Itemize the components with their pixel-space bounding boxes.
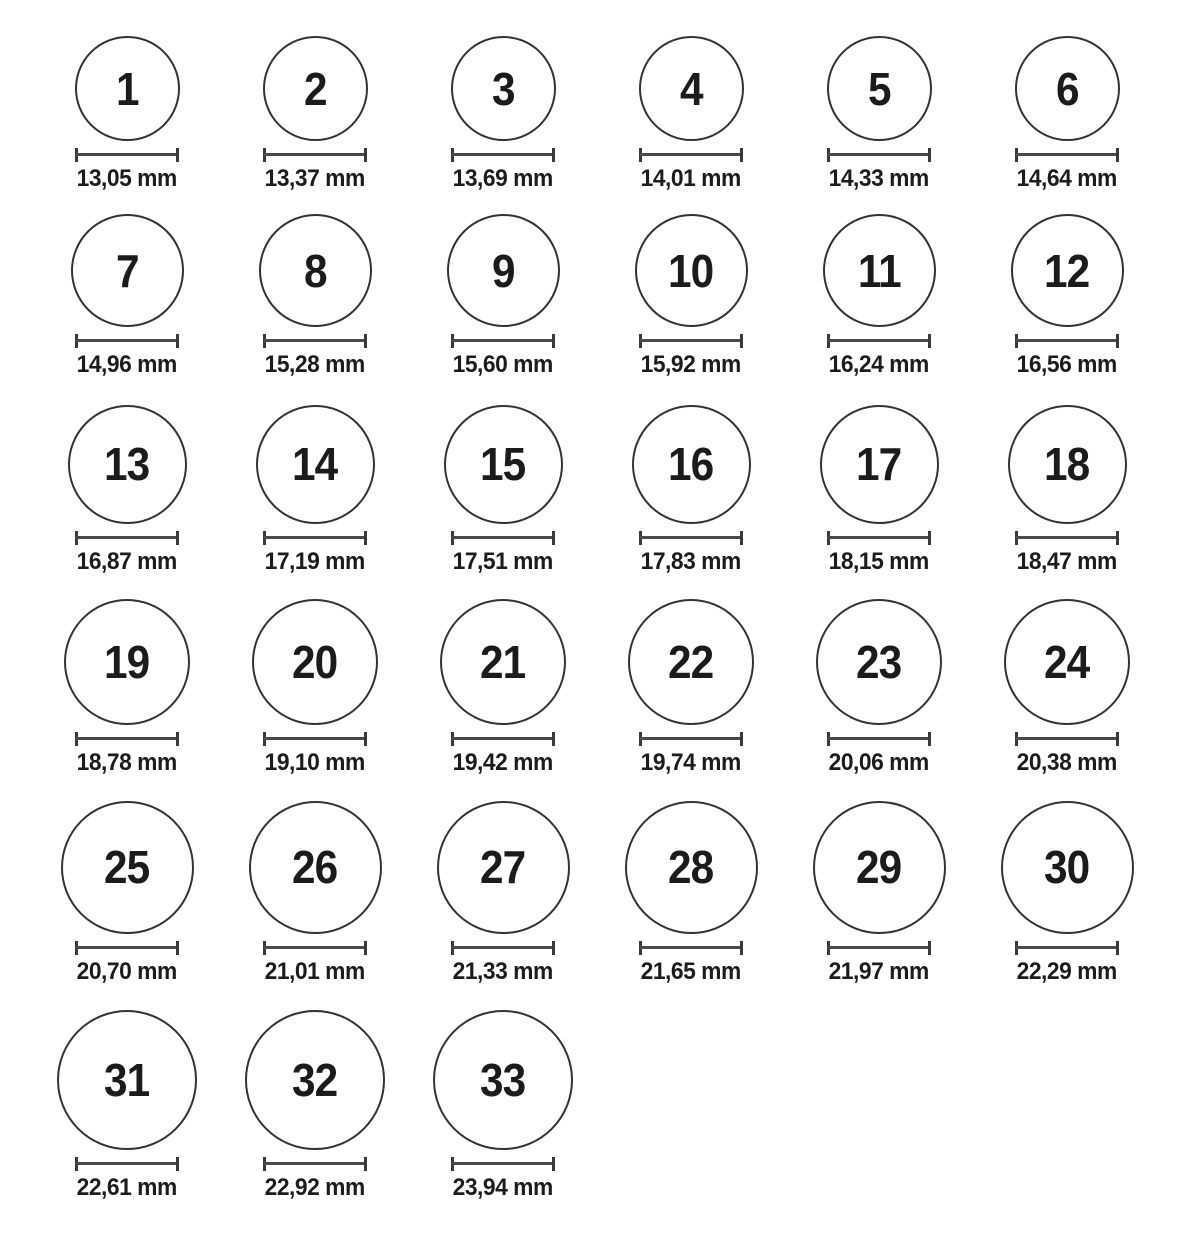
measure-tick-right-icon (1116, 531, 1119, 545)
ring-size-number: 29 (856, 841, 902, 894)
diameter-measure-line (827, 941, 931, 955)
measure-tick-right-icon (364, 334, 367, 348)
measure-tick-right-icon (1116, 148, 1119, 162)
ring-circle (57, 1010, 197, 1150)
diameter-measure-line (263, 334, 367, 348)
ring-circle (820, 405, 939, 524)
ring-size-number: 23 (856, 636, 902, 689)
ring-size-number: 33 (480, 1053, 526, 1106)
measure-bar (76, 1162, 178, 1165)
diameter-measure-line (827, 148, 931, 162)
ring-size-cell (785, 214, 973, 378)
diameter-label: 13,37 mm (264, 165, 366, 192)
ring-size-number: 18 (1044, 438, 1090, 491)
diameter-label: 14,64 mm (1016, 165, 1118, 192)
ring-size-cell (33, 405, 221, 575)
ring-circle (1015, 36, 1120, 141)
measure-bar (76, 153, 178, 156)
diameter-measure-line (451, 732, 555, 746)
ring-size-cell (409, 405, 597, 575)
ring-circle (1008, 405, 1127, 524)
measure-tick-right-icon (364, 732, 367, 746)
diameter-label: 19,10 mm (264, 749, 366, 777)
ring-size-cell (785, 599, 973, 776)
ring-size-cell (221, 599, 409, 776)
diameter-measure-line (263, 1157, 367, 1171)
ring-size-chart (0, 36, 1200, 1201)
ring-size-number: 5 (867, 62, 891, 115)
ring-circle (823, 214, 936, 327)
ring-circle (639, 36, 744, 141)
ring-size-number: 19 (104, 636, 150, 689)
ring-size-cell (973, 214, 1161, 378)
diameter-measure-line (75, 1157, 179, 1171)
ring-circle (635, 214, 748, 327)
diameter-measure-line (75, 334, 179, 348)
measure-bar (452, 946, 554, 949)
diameter-measure-line (1015, 148, 1119, 162)
measure-tick-right-icon (740, 732, 743, 746)
diameter-label: 22,29 mm (1016, 957, 1118, 985)
diameter-measure-line (451, 941, 555, 955)
diameter-label: 17,83 mm (640, 547, 742, 575)
diameter-label: 20,06 mm (828, 749, 930, 777)
measure-tick-right-icon (552, 732, 555, 746)
measure-bar (640, 339, 742, 342)
measure-bar (452, 153, 554, 156)
ring-circle (252, 599, 378, 725)
ring-circle (61, 801, 194, 934)
diameter-label: 16,24 mm (828, 351, 930, 379)
diameter-measure-line (1015, 941, 1119, 955)
measure-bar (1016, 946, 1118, 949)
ring-circle (440, 599, 566, 725)
diameter-measure-line (451, 1157, 555, 1171)
measure-bar (640, 946, 742, 949)
diameter-label: 21,65 mm (640, 957, 742, 985)
ring-size-cell (33, 214, 221, 378)
ring-circle (433, 1010, 573, 1150)
chart-row (33, 599, 1200, 776)
diameter-label: 14,33 mm (828, 165, 930, 192)
diameter-label: 20,70 mm (76, 957, 178, 985)
measure-tick-right-icon (928, 334, 931, 348)
diameter-label: 18,47 mm (1016, 547, 1118, 575)
ring-size-number: 28 (668, 841, 714, 894)
ring-circle (1001, 801, 1134, 934)
measure-bar (640, 153, 742, 156)
ring-circle (437, 801, 570, 934)
ring-size-cell (973, 36, 1161, 192)
ring-size-cell (597, 214, 785, 378)
ring-size-number: 14 (292, 438, 338, 491)
diameter-measure-line (827, 334, 931, 348)
ring-size-cell (409, 801, 597, 985)
ring-circle (71, 214, 184, 327)
measure-bar (76, 737, 178, 740)
measure-tick-right-icon (552, 941, 555, 955)
measure-tick-right-icon (364, 941, 367, 955)
ring-size-cell (221, 36, 409, 192)
ring-size-cell (785, 405, 973, 575)
measure-bar (452, 339, 554, 342)
chart-row (33, 36, 1200, 192)
ring-circle (68, 405, 187, 524)
measure-bar (452, 536, 554, 539)
ring-size-cell (409, 214, 597, 378)
chart-row (33, 801, 1200, 985)
ring-size-cell (221, 214, 409, 378)
ring-circle (625, 801, 758, 934)
diameter-measure-line (75, 531, 179, 545)
ring-size-cell (597, 405, 785, 575)
measure-bar (264, 536, 366, 539)
ring-size-number: 31 (104, 1053, 150, 1106)
ring-circle (813, 801, 946, 934)
ring-size-number: 6 (1055, 62, 1079, 115)
ring-size-number: 8 (303, 244, 327, 297)
chart-row (33, 405, 1200, 575)
ring-size-cell (33, 36, 221, 192)
measure-tick-right-icon (176, 148, 179, 162)
diameter-label: 18,78 mm (76, 749, 178, 777)
ring-circle (447, 214, 560, 327)
measure-tick-right-icon (364, 148, 367, 162)
ring-size-number: 24 (1044, 636, 1090, 689)
diameter-label: 15,28 mm (264, 351, 366, 379)
diameter-measure-line (639, 531, 743, 545)
diameter-label: 19,74 mm (640, 749, 742, 777)
diameter-label: 14,96 mm (76, 351, 178, 379)
measure-bar (1016, 339, 1118, 342)
ring-size-cell (785, 36, 973, 192)
ring-circle (444, 405, 563, 524)
ring-size-number: 10 (668, 244, 714, 297)
ring-size-cell (973, 405, 1161, 575)
ring-size-number: 1 (115, 62, 139, 115)
ring-size-number: 20 (292, 636, 338, 689)
measure-tick-right-icon (928, 531, 931, 545)
ring-size-cell (409, 599, 597, 776)
measure-tick-right-icon (552, 1157, 555, 1171)
ring-size-cell (409, 36, 597, 192)
diameter-label: 15,92 mm (640, 351, 742, 379)
ring-size-number: 7 (115, 244, 139, 297)
ring-circle (632, 405, 751, 524)
ring-size-cell (221, 801, 409, 985)
ring-size-number: 17 (856, 438, 902, 491)
diameter-label: 21,97 mm (828, 957, 930, 985)
measure-bar (264, 153, 366, 156)
measure-bar (452, 1162, 554, 1165)
ring-size-number: 3 (491, 62, 515, 115)
ring-size-number: 12 (1044, 244, 1090, 297)
diameter-measure-line (1015, 334, 1119, 348)
ring-size-number: 2 (303, 62, 327, 115)
measure-tick-right-icon (176, 941, 179, 955)
ring-circle (64, 599, 190, 725)
diameter-label: 14,01 mm (640, 165, 742, 192)
ring-circle (245, 1010, 385, 1150)
diameter-label: 20,38 mm (1016, 749, 1118, 777)
diameter-label: 22,61 mm (76, 1173, 178, 1201)
diameter-label: 19,42 mm (452, 749, 554, 777)
measure-bar (76, 339, 178, 342)
diameter-label: 23,94 mm (452, 1173, 554, 1201)
measure-tick-right-icon (740, 148, 743, 162)
measure-bar (828, 339, 930, 342)
ring-size-cell (597, 801, 785, 985)
diameter-measure-line (263, 732, 367, 746)
measure-tick-right-icon (176, 1157, 179, 1171)
diameter-label: 15,60 mm (452, 351, 554, 379)
measure-tick-right-icon (552, 334, 555, 348)
ring-size-cell (33, 599, 221, 776)
diameter-measure-line (1015, 732, 1119, 746)
diameter-measure-line (75, 941, 179, 955)
measure-bar (640, 737, 742, 740)
diameter-label: 17,19 mm (264, 547, 366, 575)
measure-bar (828, 153, 930, 156)
diameter-measure-line (827, 531, 931, 545)
measure-bar (1016, 536, 1118, 539)
ring-size-number: 11 (857, 244, 901, 297)
measure-bar (76, 536, 178, 539)
measure-tick-right-icon (740, 531, 743, 545)
ring-circle (1004, 599, 1130, 725)
diameter-measure-line (75, 148, 179, 162)
measure-tick-right-icon (552, 531, 555, 545)
ring-size-number: 27 (480, 841, 526, 894)
ring-size-number: 30 (1044, 841, 1090, 894)
measure-tick-right-icon (176, 334, 179, 348)
diameter-measure-line (827, 732, 931, 746)
measure-bar (264, 946, 366, 949)
diameter-label: 17,51 mm (452, 547, 554, 575)
ring-circle (259, 214, 372, 327)
measure-bar (1016, 153, 1118, 156)
ring-size-number: 25 (104, 841, 150, 894)
ring-circle (263, 36, 368, 141)
diameter-label: 22,92 mm (264, 1173, 366, 1201)
ring-circle (1011, 214, 1124, 327)
diameter-measure-line (639, 148, 743, 162)
measure-bar (264, 737, 366, 740)
ring-circle (816, 599, 942, 725)
diameter-label: 21,01 mm (264, 957, 366, 985)
ring-size-cell (221, 405, 409, 575)
diameter-measure-line (263, 148, 367, 162)
diameter-label: 16,87 mm (76, 547, 178, 575)
ring-size-number: 21 (480, 636, 526, 689)
diameter-measure-line (451, 531, 555, 545)
measure-bar (264, 1162, 366, 1165)
measure-bar (828, 946, 930, 949)
diameter-measure-line (451, 334, 555, 348)
ring-size-number: 13 (104, 438, 150, 491)
measure-tick-right-icon (1116, 334, 1119, 348)
measure-tick-right-icon (176, 531, 179, 545)
diameter-measure-line (75, 732, 179, 746)
ring-size-number: 9 (491, 244, 515, 297)
measure-tick-right-icon (1116, 941, 1119, 955)
measure-bar (640, 536, 742, 539)
measure-tick-right-icon (740, 941, 743, 955)
measure-tick-right-icon (364, 1157, 367, 1171)
diameter-measure-line (1015, 531, 1119, 545)
ring-size-cell (33, 1010, 221, 1201)
measure-bar (452, 737, 554, 740)
measure-bar (76, 946, 178, 949)
ring-size-number: 32 (292, 1053, 338, 1106)
measure-bar (1016, 737, 1118, 740)
chart-row (33, 1010, 1200, 1201)
ring-size-cell (597, 599, 785, 776)
diameter-label: 13,69 mm (452, 165, 554, 192)
diameter-measure-line (263, 531, 367, 545)
ring-circle (628, 599, 754, 725)
ring-circle (451, 36, 556, 141)
ring-circle (827, 36, 932, 141)
chart-row (33, 214, 1200, 378)
ring-size-cell (785, 801, 973, 985)
diameter-measure-line (263, 941, 367, 955)
diameter-label: 13,05 mm (76, 165, 178, 192)
diameter-label: 21,33 mm (452, 957, 554, 985)
measure-tick-right-icon (928, 732, 931, 746)
ring-circle (75, 36, 180, 141)
ring-size-number: 15 (480, 438, 526, 491)
measure-tick-right-icon (364, 531, 367, 545)
measure-tick-right-icon (176, 732, 179, 746)
ring-circle (249, 801, 382, 934)
diameter-measure-line (639, 334, 743, 348)
ring-size-number: 26 (292, 841, 338, 894)
measure-bar (828, 737, 930, 740)
measure-tick-right-icon (552, 148, 555, 162)
ring-size-number: 22 (668, 636, 714, 689)
diameter-label: 16,56 mm (1016, 351, 1118, 379)
ring-size-cell (409, 1010, 597, 1201)
measure-tick-right-icon (928, 148, 931, 162)
ring-size-number: 4 (679, 62, 703, 115)
measure-bar (828, 536, 930, 539)
ring-size-cell (33, 801, 221, 985)
ring-size-cell (973, 599, 1161, 776)
diameter-measure-line (639, 941, 743, 955)
ring-size-cell (973, 801, 1161, 985)
ring-size-number: 16 (668, 438, 714, 491)
ring-size-cell (597, 36, 785, 192)
ring-size-cell (221, 1010, 409, 1201)
diameter-measure-line (451, 148, 555, 162)
diameter-label: 18,15 mm (828, 547, 930, 575)
measure-tick-right-icon (928, 941, 931, 955)
ring-circle (256, 405, 375, 524)
measure-tick-right-icon (1116, 732, 1119, 746)
diameter-measure-line (639, 732, 743, 746)
measure-tick-right-icon (740, 334, 743, 348)
measure-bar (264, 339, 366, 342)
